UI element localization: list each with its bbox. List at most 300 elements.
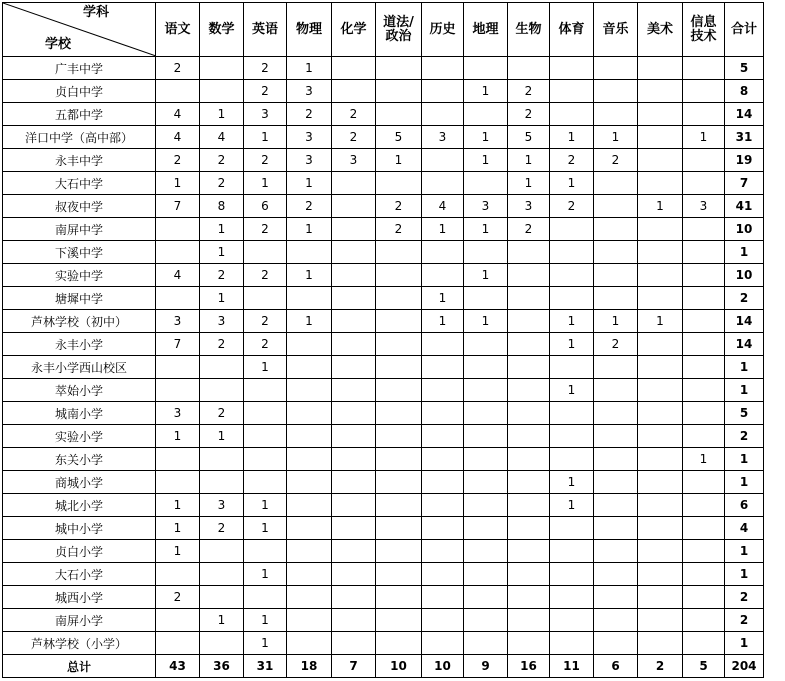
count-cell <box>683 172 725 195</box>
count-cell: 4 <box>156 126 200 149</box>
row-total-cell: 1 <box>725 379 764 402</box>
count-cell <box>683 241 725 264</box>
count-cell: 2 <box>332 126 376 149</box>
count-cell <box>200 379 244 402</box>
count-cell <box>638 287 683 310</box>
count-cell: 1 <box>464 218 508 241</box>
count-cell: 1 <box>244 517 287 540</box>
count-cell <box>638 609 683 632</box>
count-cell: 2 <box>376 195 422 218</box>
grand-total-label: 总计 <box>3 655 156 678</box>
count-cell <box>422 586 464 609</box>
count-cell: 1 <box>244 563 287 586</box>
count-cell <box>464 540 508 563</box>
count-cell <box>422 471 464 494</box>
count-cell <box>287 448 332 471</box>
count-cell <box>422 80 464 103</box>
count-cell: 3 <box>287 149 332 172</box>
table-row <box>3 149 764 172</box>
count-cell: 3 <box>287 126 332 149</box>
table-row <box>3 494 764 517</box>
count-cell: 2 <box>244 264 287 287</box>
school-name-cell: 下溪中学 <box>3 241 156 264</box>
header-subject: 体育 <box>550 3 594 57</box>
header-row <box>3 3 764 57</box>
count-cell <box>422 333 464 356</box>
count-cell <box>508 471 550 494</box>
table-row <box>3 471 764 494</box>
row-total-cell: 1 <box>725 540 764 563</box>
count-cell <box>464 356 508 379</box>
school-name-cell: 城中小学 <box>3 517 156 540</box>
count-cell <box>287 494 332 517</box>
count-cell <box>422 264 464 287</box>
count-cell: 5 <box>376 126 422 149</box>
count-cell: 1 <box>156 172 200 195</box>
count-cell <box>594 494 638 517</box>
count-cell: 1 <box>464 80 508 103</box>
count-cell: 1 <box>422 218 464 241</box>
count-cell <box>156 563 200 586</box>
count-cell <box>464 609 508 632</box>
count-cell: 1 <box>464 126 508 149</box>
count-cell <box>287 287 332 310</box>
header-subject: 信息 技术 <box>683 3 725 57</box>
count-cell <box>376 517 422 540</box>
count-cell: 1 <box>638 195 683 218</box>
count-cell: 2 <box>244 57 287 80</box>
grand-total-value: 204 <box>725 655 764 678</box>
count-cell: 1 <box>550 310 594 333</box>
count-cell: 2 <box>508 80 550 103</box>
count-cell <box>287 632 332 655</box>
subject-total-cell: 7 <box>332 655 376 678</box>
count-cell <box>464 333 508 356</box>
row-total-cell: 19 <box>725 149 764 172</box>
count-cell <box>683 517 725 540</box>
count-cell <box>594 609 638 632</box>
header-subject: 音乐 <box>594 3 638 57</box>
count-cell: 3 <box>508 195 550 218</box>
count-cell <box>594 379 638 402</box>
allocation-table-container <box>2 2 764 678</box>
count-cell <box>376 264 422 287</box>
school-name-cell: 洋口中学（高中部） <box>3 126 156 149</box>
count-cell <box>594 402 638 425</box>
count-cell <box>683 494 725 517</box>
count-cell: 1 <box>287 264 332 287</box>
count-cell <box>376 471 422 494</box>
count-cell <box>594 80 638 103</box>
subject-total-cell: 36 <box>200 655 244 678</box>
count-cell: 3 <box>683 195 725 218</box>
count-cell: 3 <box>200 494 244 517</box>
count-cell <box>638 402 683 425</box>
count-cell <box>332 195 376 218</box>
table-row <box>3 218 764 241</box>
count-cell <box>683 632 725 655</box>
count-cell: 2 <box>156 149 200 172</box>
count-cell: 2 <box>508 218 550 241</box>
count-cell <box>683 149 725 172</box>
table-row <box>3 126 764 149</box>
count-cell <box>508 586 550 609</box>
count-cell <box>464 448 508 471</box>
school-name-cell: 南屏中学 <box>3 218 156 241</box>
count-cell <box>422 149 464 172</box>
count-cell: 1 <box>244 609 287 632</box>
row-total-cell: 6 <box>725 494 764 517</box>
count-cell: 4 <box>156 103 200 126</box>
count-cell <box>638 448 683 471</box>
subject-total-cell: 9 <box>464 655 508 678</box>
count-cell <box>332 172 376 195</box>
count-cell: 1 <box>594 310 638 333</box>
count-cell <box>244 287 287 310</box>
count-cell <box>376 586 422 609</box>
count-cell <box>376 172 422 195</box>
subject-total-cell: 43 <box>156 655 200 678</box>
count-cell <box>508 517 550 540</box>
count-cell <box>464 563 508 586</box>
count-cell <box>464 379 508 402</box>
count-cell <box>638 425 683 448</box>
count-cell <box>508 57 550 80</box>
subject-total-cell: 5 <box>683 655 725 678</box>
count-cell <box>244 471 287 494</box>
count-cell <box>683 379 725 402</box>
count-cell: 2 <box>244 333 287 356</box>
count-cell: 2 <box>508 103 550 126</box>
count-cell: 2 <box>156 586 200 609</box>
count-cell: 7 <box>156 195 200 218</box>
count-cell <box>550 356 594 379</box>
count-cell <box>464 241 508 264</box>
count-cell <box>376 241 422 264</box>
count-cell: 1 <box>287 57 332 80</box>
count-cell: 1 <box>464 149 508 172</box>
school-name-cell: 南屏小学 <box>3 609 156 632</box>
count-cell <box>638 563 683 586</box>
count-cell: 1 <box>156 540 200 563</box>
count-cell <box>156 356 200 379</box>
count-cell <box>683 425 725 448</box>
count-cell <box>332 425 376 448</box>
row-total-cell: 1 <box>725 632 764 655</box>
row-total-cell: 5 <box>725 57 764 80</box>
count-cell <box>422 103 464 126</box>
table-row <box>3 609 764 632</box>
count-cell <box>464 471 508 494</box>
count-cell <box>156 609 200 632</box>
count-cell <box>683 57 725 80</box>
count-cell: 1 <box>550 379 594 402</box>
count-cell <box>376 563 422 586</box>
count-cell: 6 <box>244 195 287 218</box>
count-cell <box>376 80 422 103</box>
count-cell <box>376 494 422 517</box>
count-cell <box>156 632 200 655</box>
count-cell <box>422 241 464 264</box>
count-cell <box>594 448 638 471</box>
count-cell <box>464 425 508 448</box>
table-row <box>3 563 764 586</box>
count-cell <box>287 471 332 494</box>
count-cell: 2 <box>550 195 594 218</box>
count-cell <box>287 609 332 632</box>
count-cell <box>332 540 376 563</box>
count-cell <box>332 586 376 609</box>
count-cell <box>683 356 725 379</box>
count-cell <box>332 632 376 655</box>
header-subject: 语文 <box>156 3 200 57</box>
count-cell <box>550 80 594 103</box>
count-cell: 1 <box>200 609 244 632</box>
count-cell <box>550 425 594 448</box>
count-cell <box>287 333 332 356</box>
school-name-cell: 永丰小学西山校区 <box>3 356 156 379</box>
count-cell <box>594 632 638 655</box>
count-cell <box>287 356 332 379</box>
count-cell <box>594 241 638 264</box>
count-cell: 2 <box>244 310 287 333</box>
count-cell <box>594 356 638 379</box>
count-cell <box>332 264 376 287</box>
header-subject: 英语 <box>244 3 287 57</box>
count-cell: 4 <box>200 126 244 149</box>
count-cell <box>508 264 550 287</box>
count-cell <box>332 471 376 494</box>
count-cell <box>638 80 683 103</box>
count-cell: 1 <box>638 310 683 333</box>
table-row <box>3 425 764 448</box>
count-cell <box>287 540 332 563</box>
count-cell <box>594 586 638 609</box>
count-cell: 1 <box>550 494 594 517</box>
count-cell <box>683 609 725 632</box>
count-cell: 1 <box>508 172 550 195</box>
count-cell <box>332 218 376 241</box>
count-cell <box>464 494 508 517</box>
count-cell <box>508 333 550 356</box>
count-cell <box>638 333 683 356</box>
count-cell <box>550 517 594 540</box>
school-name-cell: 城北小学 <box>3 494 156 517</box>
count-cell <box>683 310 725 333</box>
row-total-cell: 2 <box>725 586 764 609</box>
school-name-cell: 城南小学 <box>3 402 156 425</box>
count-cell: 2 <box>594 333 638 356</box>
count-cell: 2 <box>594 149 638 172</box>
school-name-cell: 五都中学 <box>3 103 156 126</box>
header-subject: 道法/ 政治 <box>376 3 422 57</box>
count-cell: 7 <box>156 333 200 356</box>
count-cell: 2 <box>156 57 200 80</box>
count-cell: 1 <box>287 172 332 195</box>
count-cell <box>422 356 464 379</box>
count-cell <box>287 586 332 609</box>
header-subject: 地理 <box>464 3 508 57</box>
count-cell <box>422 540 464 563</box>
count-cell <box>332 333 376 356</box>
count-cell <box>638 103 683 126</box>
grand-total-row <box>3 655 764 678</box>
count-cell <box>638 264 683 287</box>
count-cell <box>638 57 683 80</box>
count-cell <box>508 540 550 563</box>
count-cell <box>376 103 422 126</box>
count-cell <box>422 57 464 80</box>
count-cell <box>332 517 376 540</box>
count-cell: 1 <box>550 126 594 149</box>
count-cell <box>376 448 422 471</box>
count-cell: 1 <box>156 494 200 517</box>
count-cell <box>594 471 638 494</box>
count-cell <box>594 103 638 126</box>
count-cell <box>508 241 550 264</box>
count-cell: 3 <box>464 195 508 218</box>
header-subject: 物理 <box>287 3 332 57</box>
count-cell <box>156 80 200 103</box>
count-cell: 3 <box>287 80 332 103</box>
count-cell <box>376 287 422 310</box>
count-cell: 3 <box>156 402 200 425</box>
row-total-cell: 14 <box>725 310 764 333</box>
school-name-cell: 大石中学 <box>3 172 156 195</box>
count-cell: 1 <box>464 310 508 333</box>
count-cell <box>508 356 550 379</box>
count-cell <box>638 471 683 494</box>
count-cell <box>422 494 464 517</box>
table-row <box>3 310 764 333</box>
table-row <box>3 172 764 195</box>
subject-total-cell: 11 <box>550 655 594 678</box>
row-total-cell: 2 <box>725 425 764 448</box>
row-total-cell: 2 <box>725 287 764 310</box>
row-total-cell: 10 <box>725 264 764 287</box>
school-name-cell: 永丰小学 <box>3 333 156 356</box>
count-cell <box>422 609 464 632</box>
count-cell <box>464 103 508 126</box>
count-cell: 1 <box>422 287 464 310</box>
count-cell <box>594 517 638 540</box>
count-cell <box>376 632 422 655</box>
count-cell: 2 <box>200 402 244 425</box>
row-total-cell: 31 <box>725 126 764 149</box>
count-cell <box>550 57 594 80</box>
row-total-cell: 1 <box>725 241 764 264</box>
count-cell <box>464 402 508 425</box>
count-cell: 1 <box>244 632 287 655</box>
count-cell <box>638 379 683 402</box>
count-cell: 4 <box>156 264 200 287</box>
school-name-cell: 实验小学 <box>3 425 156 448</box>
count-cell <box>200 563 244 586</box>
count-cell <box>638 218 683 241</box>
subject-total-cell: 10 <box>422 655 464 678</box>
count-cell <box>156 448 200 471</box>
count-cell <box>287 425 332 448</box>
count-cell: 3 <box>156 310 200 333</box>
row-total-cell: 1 <box>725 563 764 586</box>
count-cell <box>550 218 594 241</box>
count-cell <box>508 494 550 517</box>
row-total-cell: 1 <box>725 356 764 379</box>
count-cell <box>376 333 422 356</box>
table-row <box>3 57 764 80</box>
count-cell <box>683 402 725 425</box>
row-total-cell: 1 <box>725 471 764 494</box>
table-row <box>3 540 764 563</box>
count-cell <box>464 632 508 655</box>
count-cell: 8 <box>200 195 244 218</box>
count-cell <box>638 517 683 540</box>
row-total-cell: 7 <box>725 172 764 195</box>
table-row <box>3 402 764 425</box>
count-cell <box>508 379 550 402</box>
count-cell <box>376 57 422 80</box>
count-cell <box>683 80 725 103</box>
count-cell: 1 <box>594 126 638 149</box>
count-cell <box>332 609 376 632</box>
count-cell <box>244 425 287 448</box>
count-cell <box>244 379 287 402</box>
count-cell: 1 <box>156 517 200 540</box>
count-cell <box>550 402 594 425</box>
count-cell <box>594 425 638 448</box>
count-cell: 1 <box>244 172 287 195</box>
allocation-table <box>2 2 764 678</box>
school-name-cell: 萃始小学 <box>3 379 156 402</box>
count-cell <box>422 632 464 655</box>
count-cell <box>508 609 550 632</box>
count-cell: 4 <box>422 195 464 218</box>
count-cell <box>422 563 464 586</box>
count-cell <box>638 126 683 149</box>
count-cell: 1 <box>200 103 244 126</box>
count-cell <box>200 356 244 379</box>
table-row <box>3 103 764 126</box>
header-total: 合计 <box>725 3 764 57</box>
count-cell <box>550 609 594 632</box>
table-row <box>3 517 764 540</box>
count-cell <box>200 448 244 471</box>
school-name-cell: 广丰中学 <box>3 57 156 80</box>
count-cell: 1 <box>683 126 725 149</box>
row-total-cell: 4 <box>725 517 764 540</box>
count-cell <box>594 172 638 195</box>
count-cell <box>376 310 422 333</box>
count-cell <box>594 287 638 310</box>
count-cell: 2 <box>376 218 422 241</box>
count-cell <box>508 310 550 333</box>
count-cell <box>422 402 464 425</box>
count-cell <box>464 172 508 195</box>
count-cell <box>638 586 683 609</box>
count-cell: 2 <box>550 149 594 172</box>
count-cell: 1 <box>508 149 550 172</box>
count-cell: 2 <box>200 264 244 287</box>
count-cell: 2 <box>200 149 244 172</box>
header-subject: 美术 <box>638 3 683 57</box>
count-cell: 1 <box>200 425 244 448</box>
count-cell: 1 <box>244 494 287 517</box>
count-cell <box>376 356 422 379</box>
count-cell <box>508 448 550 471</box>
count-cell <box>594 57 638 80</box>
row-total-cell: 10 <box>725 218 764 241</box>
corner-header-cell <box>3 3 156 57</box>
